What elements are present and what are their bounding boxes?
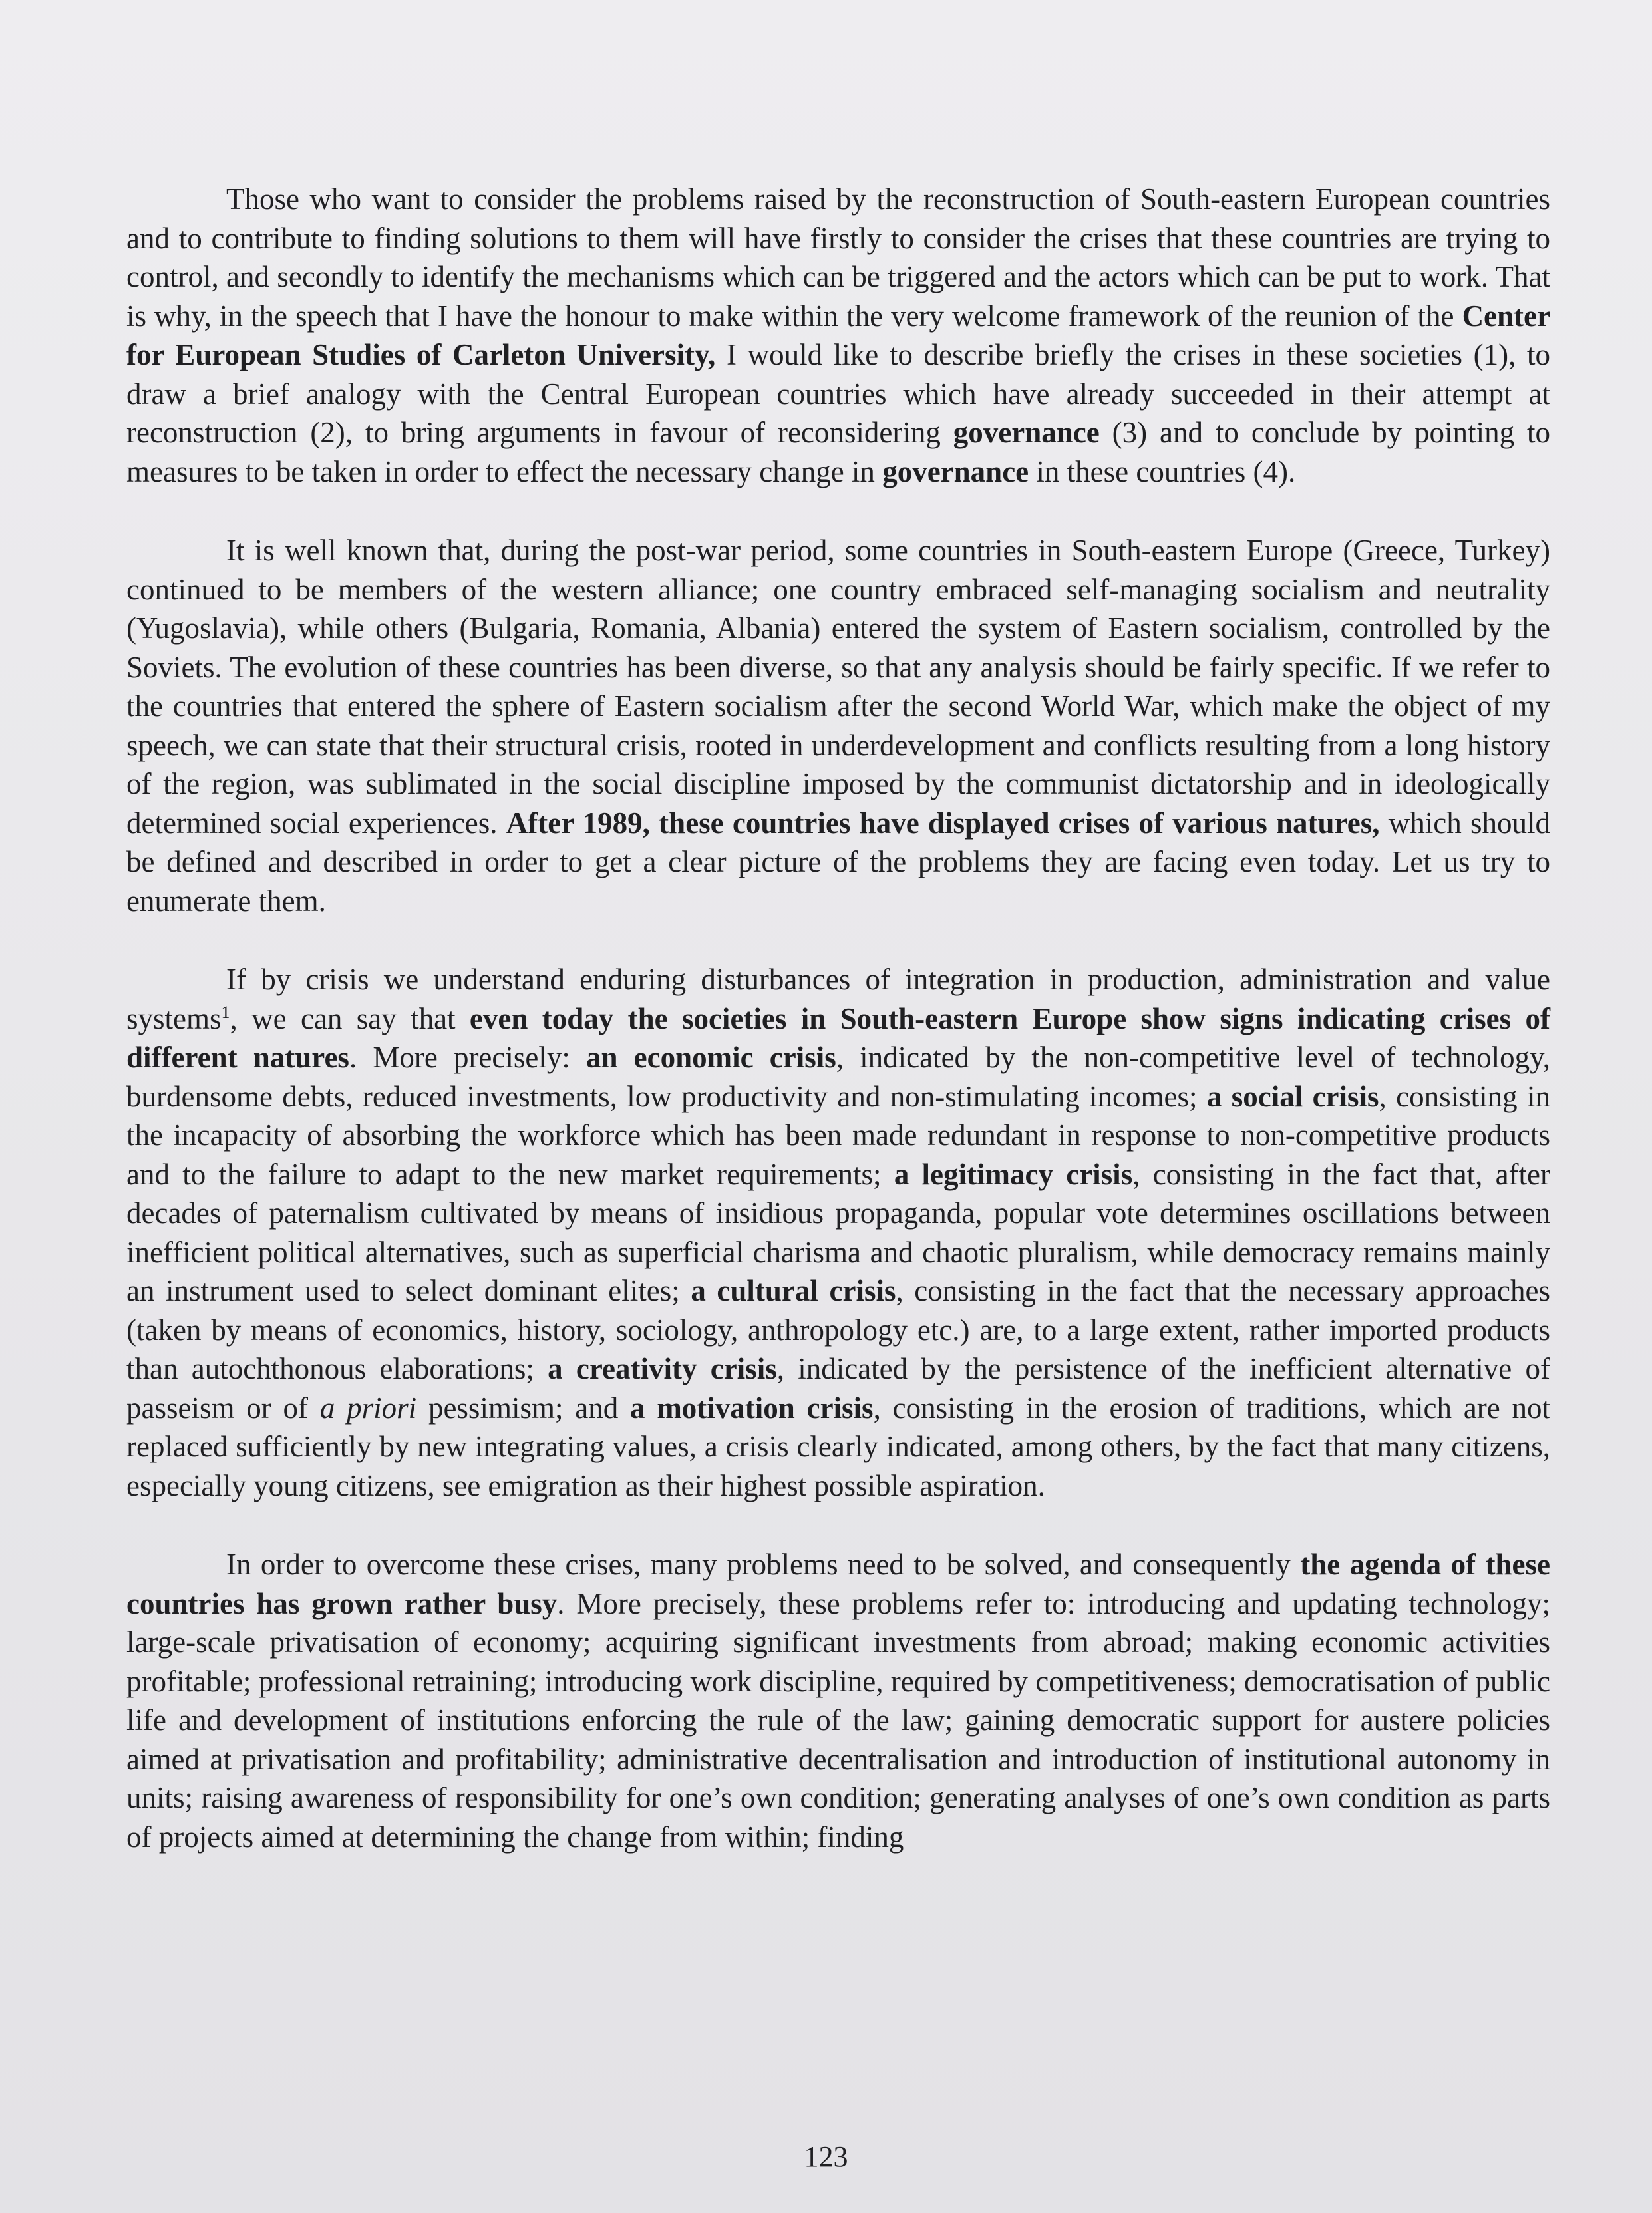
italic-text: a priori — [319, 1391, 417, 1425]
emphasis-text: a cultural crisis — [691, 1274, 896, 1307]
emphasis-text: a creativity crisis — [548, 1352, 777, 1385]
text-run: . More precisely: — [349, 1041, 587, 1074]
paragraph-4 — [126, 1545, 1550, 1856]
emphasis-text: a social crisis — [1206, 1079, 1379, 1113]
text-run: (3) and to conclude by pointing to measures to be taken in order to effect the necessary change in — [126, 416, 1550, 488]
emphasis-text: a motivation crisis — [630, 1391, 874, 1425]
emphasis-text: a legitimacy crisis — [894, 1157, 1133, 1191]
emphasis-text: an economic crisis — [586, 1041, 836, 1074]
text-run: , we can say that — [230, 1001, 470, 1035]
paragraph-1 — [126, 180, 1550, 491]
text-run: , indicated by the persistence of the inefficient alternative of passeism or of — [126, 1352, 1550, 1425]
text-run: If by crisis we understand enduring disturbances of integration in production, administration and value systems — [126, 963, 1550, 1035]
text-run: , consisting in the fact that the necessary approaches (taken by means of economics, history, sociology, anthropology etc.) are, to a large extent, rather imported products than autochthonous elaborations; — [126, 1274, 1551, 1385]
emphasis-text: governance — [882, 454, 1029, 488]
text-run: , consisting in the incapacity of absorbing the workforce which has been made redundant in response to non-competitive products and to the failure to adapt to the new market requirements; — [126, 1079, 1551, 1191]
emphasis-text: even today the societies in South-eastern Europe show signs indicating crises of different natures — [126, 1001, 1550, 1074]
text-run: . More precisely, these problems refer to: introducing and updating technology; large-scale privatisation of economy; acquiring significant investments from abroad; making economic activities profitable; professional retraining; introducing work discipline, required by competitiveness; democratisation of public life and development of institutions enforcing the rule of the law; gaining democratic support for austere policies aimed at privatisation and profitability; administrative decentralisation and introduction of institutional autonomy in units; raising awareness of responsibility for one’s own condition; generating analyses of one’s own condition as parts of projects aimed at determining the change from within; finding — [126, 1586, 1550, 1854]
text-run: pessimism; and — [416, 1391, 631, 1425]
text-run: It is well known that, during the post-war period, some countries in South-eastern Europe (Greece, Turkey) continued to be members of the western alliance; one country embraced self-managing socialism and neutrality (Yugoslavia), while others (Bulgaria, Romania, Albania) entered the system of Eastern socialism, controlled by the Soviets. The evolution of these countries has been diverse, so that any analysis should be fairly specific. If we refer to the countries that entered the sphere of Eastern socialism after the second World War, which make the object of my speech, we can state that their structural crisis, rooted in underdevelopment and conflicts resulting from a long history of the region, was sublimated in the social discipline imposed by the communist dictatorship and in ideologically determined social experiences. — [126, 534, 1550, 840]
body-text — [126, 180, 1550, 1896]
emphasis-text: governance — [953, 416, 1100, 449]
page-number: 123 — [804, 2140, 848, 2173]
footnote-marker: 1 — [221, 1002, 230, 1022]
emphasis-text: After 1989, these countries have displayed crises of various natures, — [506, 806, 1380, 840]
emphasis-text: Center for European Studies of Carleton University, — [126, 299, 1550, 371]
text-run: in these countries (4). — [1029, 454, 1296, 488]
text-run: , indicated by the non-competitive level of technology, burdensome debts, reduced investments, low productivity and non-stimulating incomes; — [126, 1041, 1550, 1113]
paragraph-3 — [126, 960, 1550, 1505]
text-run: which should be defined and described in order to get a clear picture of the problems they are facing even today. Let us try to enumerate them. — [126, 806, 1550, 918]
text-run: , consisting in the erosion of traditions, which are not replaced sufficiently by new integrating values, a crisis clearly indicated, among others, by the fact that many citizens, especially young citizens, see emigration as their highest possible aspiration. — [126, 1391, 1551, 1502]
text-run: I would like to describe briefly the crises in these societies (1), to draw a brief analogy with the Central European countries which have already succeeded in their attempt at reconstruction (2), to bring arguments in favour of reconsidering — [126, 338, 1551, 449]
text-run: Those who want to consider the problems raised by the reconstruction of South-eastern European countries and to contribute to finding solutions to them will have firstly to consider the crises that these countries are trying to control, and secondly to identify the mechanisms which can be triggered and the actors which can be put to work. That is why, in the speech that I have the honour to make within the very welcome framework of the reunion of the — [126, 182, 1550, 333]
text-run: , consisting in the fact that, after decades of paternalism cultivated by means of insidious propaganda, popular vote determines oscillations between inefficient political alternatives, such as superficial charisma and chaotic pluralism, while democracy remains mainly an instrument used to select dominant elites; — [126, 1157, 1550, 1307]
text-run: In order to overcome these crises, many problems need to be solved, and consequently — [226, 1548, 1301, 1581]
emphasis-text: the agenda of these countries has grown rather busy — [126, 1548, 1551, 1620]
paragraph-2 — [126, 531, 1550, 920]
